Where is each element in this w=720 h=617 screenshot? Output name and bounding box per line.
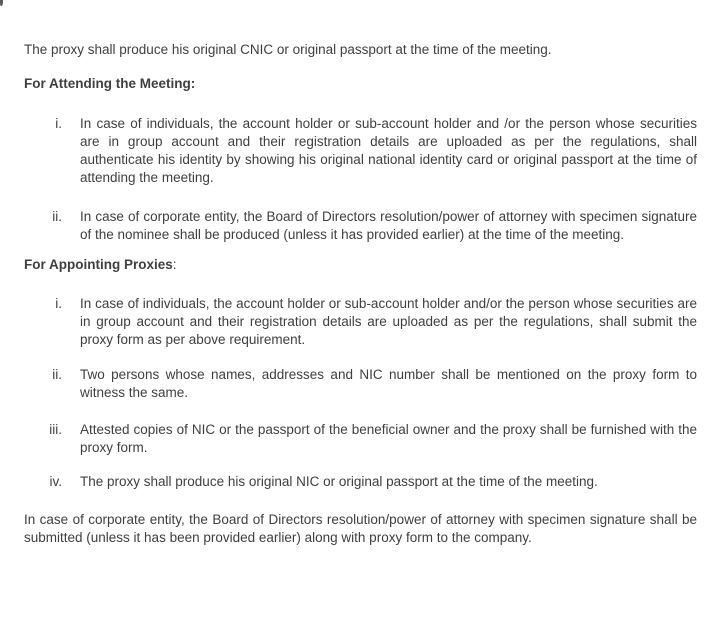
list-item-marker: i.: [55, 296, 62, 311]
list-item-text: In case of individuals, the account holder or sub-account holder and/or the person whose securities are in group account and their registration details are uploaded as per the regulations, shall submit the proxy form as per above requirement.: [80, 296, 697, 347]
list-item-marker: i.: [55, 116, 62, 131]
list-item-marker: ii.: [52, 209, 62, 224]
appointing-list: [24, 295, 697, 491]
list-item-marker: iv.: [49, 474, 62, 489]
list-item: [24, 208, 697, 244]
appointing-heading-text: For Appointing Proxies: [24, 257, 173, 272]
list-item-text: Attested copies of NIC or the passport of the beneficial owner and the proxy shall be furnished with the proxy form.: [80, 422, 697, 455]
attending-heading: For Attending the Meeting:: [24, 76, 196, 91]
list-item-marker: ii.: [52, 367, 62, 382]
list-item-text: The proxy shall produce his original NIC or original passport at the time of the meeting.: [80, 474, 598, 489]
appointing-heading-colon: :: [172, 257, 177, 272]
list-item: [24, 473, 697, 491]
list-item: [24, 295, 697, 349]
list-item-marker: iii.: [49, 422, 62, 437]
list-item-text: In case of individuals, the account holder or sub-account holder and /or the person whose securities are in group account and their registration details are uploaded as per the regulations, shall authenticate his identity by showing his original national identity card or original passport at the time of attending the meeting.: [80, 116, 697, 185]
list-item: [24, 421, 697, 457]
list-item-text: Two persons whose names, addresses and NIC number shall be mentioned on the proxy form to witness the same.: [80, 367, 697, 400]
list-item-text: In case of corporate entity, the Board of Directors resolution/power of attorney with specimen signature of the nominee shall be produced (unless it has provided earlier) at the time of the meeting.: [80, 209, 697, 242]
closing-paragraph: In case of corporate entity, the Board of Directors resolution/power of attorney with specimen signature shall be submitted (unless it has been provided earlier) along with proxy form to the company.: [24, 512, 697, 545]
list-item: [24, 366, 697, 402]
intro-paragraph: The proxy shall produce his original CNIC or original passport at the time of the meeting.: [24, 42, 552, 57]
attending-list: [24, 115, 697, 244]
list-item: [24, 115, 697, 187]
appointing-heading: [24, 256, 697, 274]
